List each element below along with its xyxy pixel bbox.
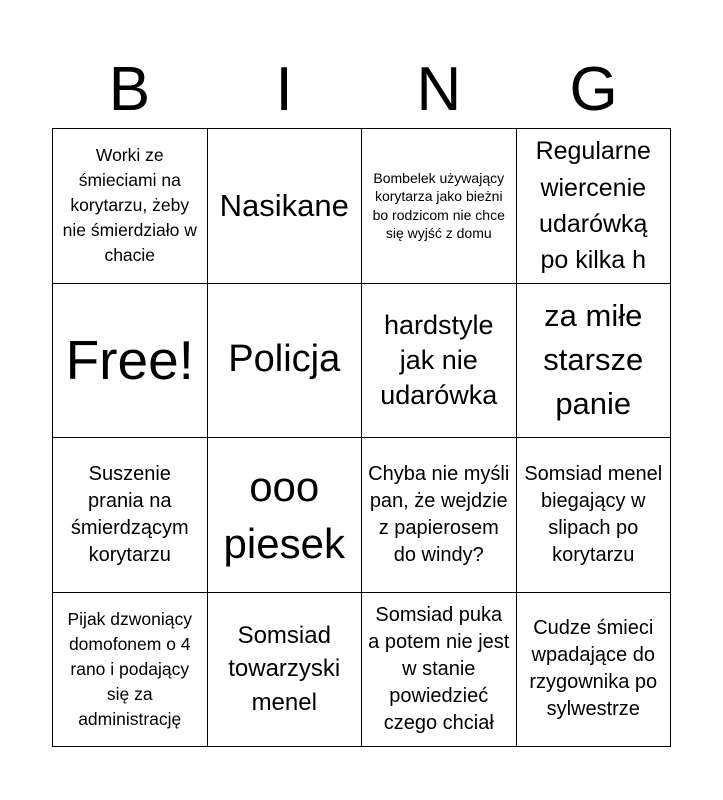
header-letter-i: I (275, 55, 293, 124)
bingo-cell[interactable] (362, 593, 517, 748)
bingo-free-cell[interactable] (53, 284, 208, 439)
cell-text: hardstyle jak nie udarówka (380, 309, 498, 410)
cell-text: Suszenie prania na śmierdzącym korytarzu (70, 462, 189, 566)
cell-text: Somsiad towarzyski menel (228, 621, 341, 717)
cell-text: ooo piesek (223, 462, 345, 567)
cell-text: Regularne wiercenie udarówką po kilka h (535, 137, 651, 274)
free-text: Free! (65, 328, 194, 391)
cell-text: Bombelek używający korytarza jako bieżni bo rodzicom nie chce się wyjść z domu (372, 169, 505, 242)
cell-text: Chyba nie myśli pan, że wejdzie z papierosem do windy? (368, 462, 510, 566)
header-letter-n: N (416, 55, 462, 124)
bingo-cell[interactable] (208, 438, 363, 593)
bingo-board (52, 128, 671, 747)
bingo-header (52, 52, 671, 128)
header-letter-g: G (569, 55, 618, 124)
cell-text: Somsiad puka a potem nie jest w stanie powiedzieć czego chciał (368, 603, 510, 734)
cell-text: Pijak dzwoniący domofonem o 4 rano i podający się za administrację (67, 608, 192, 729)
bingo-cell[interactable] (517, 284, 672, 439)
bingo-cell[interactable] (517, 593, 672, 748)
bingo-cell[interactable] (517, 129, 672, 284)
bingo-cell[interactable] (362, 129, 517, 284)
cell-text: za miłe starsze panie (543, 297, 644, 422)
bingo-cell[interactable] (208, 593, 363, 748)
cell-text: Nasikane (219, 187, 349, 223)
bingo-cell[interactable] (362, 438, 517, 593)
bingo-cell[interactable] (208, 129, 363, 284)
bingo-cell[interactable] (53, 593, 208, 748)
bingo-cell[interactable] (53, 438, 208, 593)
cell-text: Cudze śmieci wpadające do rzygownika po sylwestrze (529, 617, 658, 721)
cell-text: Worki ze śmieciami na korytarzu, żeby nie śmierdziało w chacie (62, 145, 197, 266)
bingo-cell[interactable] (208, 284, 363, 439)
bingo-cell[interactable] (53, 129, 208, 284)
bingo-cell[interactable] (362, 284, 517, 439)
cell-text: Somsiad menel biegający w slipach po korytarzu (524, 462, 663, 566)
header-letter-b: B (108, 55, 151, 124)
cell-text: Policja (228, 338, 341, 381)
bingo-cell[interactable] (517, 438, 672, 593)
